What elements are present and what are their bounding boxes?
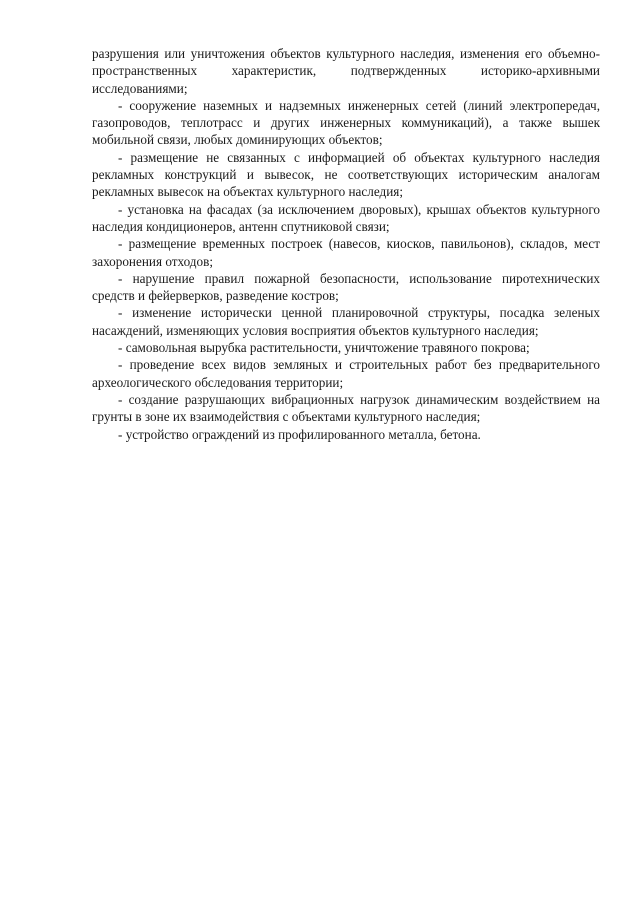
- list-item-fire-safety: - нарушение правил пожарной безопасности, использование пиротехнических средств и фейерверков, разведение костров;: [92, 270, 600, 304]
- list-item-advertising: - размещение не связанных с информацией об объектах культурного наследия рекламных конструкций и вывесок, не соответствующих историческим аналогам рекламных вывесок на объектах культурного наследия;: [92, 149, 600, 200]
- list-item-vegetation: - самовольная вырубка растительности, уничтожение травяного покрова;: [118, 340, 530, 356]
- list-item-engineering-networks: - сооружение наземных и надземных инженерных сетей (линий электропередач, газопроводов, теплотрасс и других инженерных коммуникаций), а также вышек мобильной связи, любых доминирующих объектов;: [92, 97, 600, 148]
- list-item-vibration-loads: - создание разрушающих вибрационных нагрузок динамическим воздействием на грунты в зоне их взаимодействия с объектами культурного наследия;: [92, 391, 600, 425]
- list-item-planning-structure: - изменение исторически ценной планировочной структуры, посадка зеленых насаждений, изменяющих условия восприятия объектов культурного наследия;: [92, 305, 600, 338]
- list-item-fences: - устройство ограждений из профилированного металла, бетона.: [118, 426, 481, 442]
- list-item-earthworks: - проведение всех видов земляных и строительных работ без предварительного археологического обследования территории;: [92, 357, 600, 390]
- list-item-facade-equipment: - установка на фасадах (за исключением дворовых), крышах объектов культурного наследия кондиционеров, антенн спутниковой связи;: [92, 201, 600, 234]
- list-item-temporary-buildings: - размещение временных построек (навесов, киосков, павильонов), складов, мест захоронения отходов;: [92, 236, 600, 269]
- paragraph-continuation: разрушения или уничтожения объектов культурного наследия, изменения его объемно-пространственных характеристик, подтвержденных историко-архивными исследованиями;: [92, 46, 600, 96]
- document-body: [92, 45, 600, 443]
